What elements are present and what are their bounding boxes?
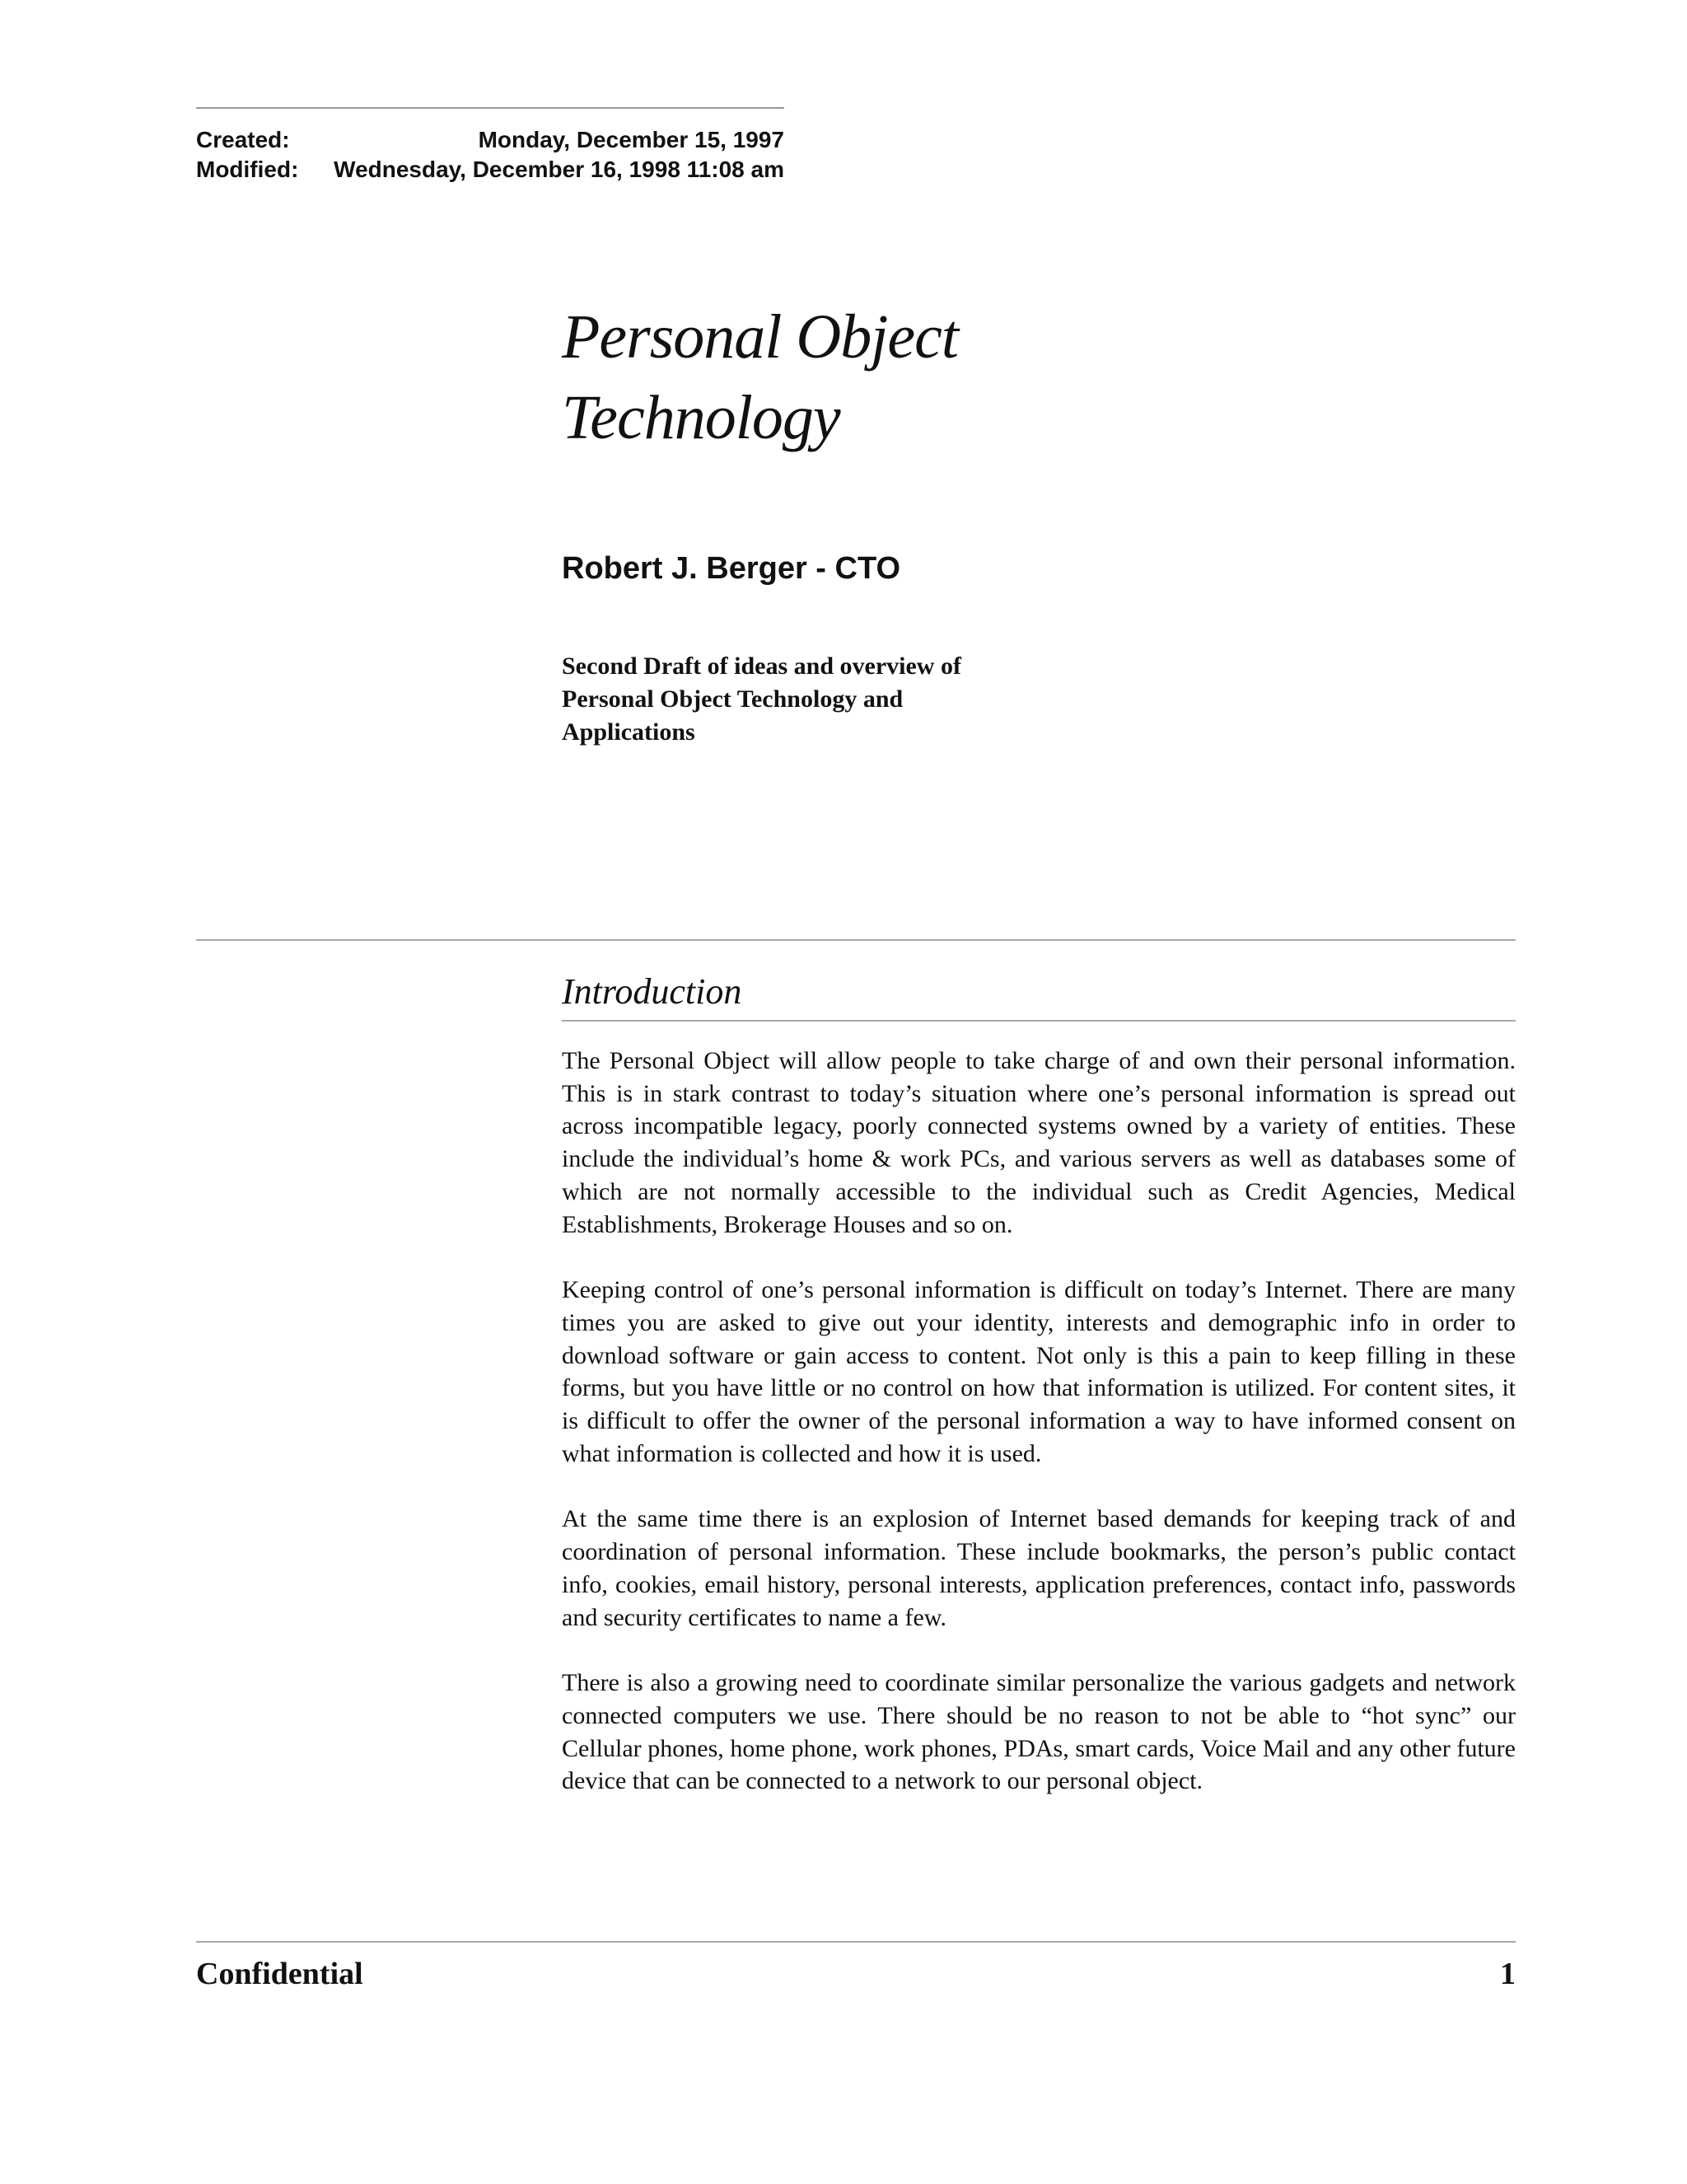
created-label: Created: — [196, 127, 290, 152]
page-number: 1 — [1500, 1957, 1516, 1991]
paragraph: There is also a growing need to coordinate similar personalize the various gadgets and network connected computers we use. There should be no reason to not be able to “hot sync” our Cellular phones, home phone, work phones, PDAs, smart cards, Voice Mail and any other future device that can be connected to a network to our personal object. — [562, 1669, 1516, 1795]
paragraph: The Personal Object will allow people to take charge of and own their personal information. This is in stark contrast to today’s situation where one’s personal information is spread out across incompatible legacy, poorly connected systems owned by a variety of entities. These include the individual’s home & work PCs, and various servers as well as databases some of which are not normally accessible to the individual such as Credit Agencies, Medical Establishments, Brokerage Houses and so on. — [562, 1047, 1516, 1238]
section-heading-introduction: Introduction — [562, 969, 1516, 1022]
section-divider — [196, 939, 1516, 941]
subtitle-line-2: Personal Object Technology and — [562, 685, 904, 713]
subtitle-line-1: Second Draft of ideas and overview of — [562, 652, 961, 680]
created-value: Monday, December 15, 1997 — [478, 127, 784, 152]
author: Robert J. Berger - CTO — [562, 551, 901, 586]
paragraph: Keeping control of one’s personal information is difficult on today’s Internet. There are many times you are asked to give out your identity, interests and demographic info in order to download software or gain access to content. Not only is this a pain to keep filling in these forms, but you have little or no control on how that information is utilized. For content sites, it is difficult to offer the owner of the personal information a way to have informed consent on what information is collected and how it is used. — [562, 1276, 1516, 1467]
subtitle-line-3: Applications — [562, 718, 695, 746]
modified-value: Wednesday, December 16, 1998 11:08 am — [334, 157, 784, 182]
footer-confidential: Confidential — [196, 1957, 363, 1991]
modified-row — [196, 155, 784, 185]
paragraph: At the same time there is an explosion of Internet based demands for keeping track of and coordination of personal information. These include bookmarks, the person’s public contact info, cookies, email history, personal interests, application preferences, contact info, passwords and security certificates to name a few. — [562, 1505, 1516, 1631]
modified-label: Modified: — [196, 157, 299, 182]
title-line-1: Personal Object — [562, 302, 959, 372]
title-line-2: Technology — [562, 383, 840, 452]
document-subtitle — [562, 650, 1072, 749]
footer-divider — [196, 1941, 1516, 1943]
document-meta — [196, 107, 784, 185]
created-row — [196, 125, 784, 155]
document-title — [562, 297, 958, 458]
page-footer — [196, 1954, 1516, 1994]
introduction-body — [562, 1045, 1516, 1831]
